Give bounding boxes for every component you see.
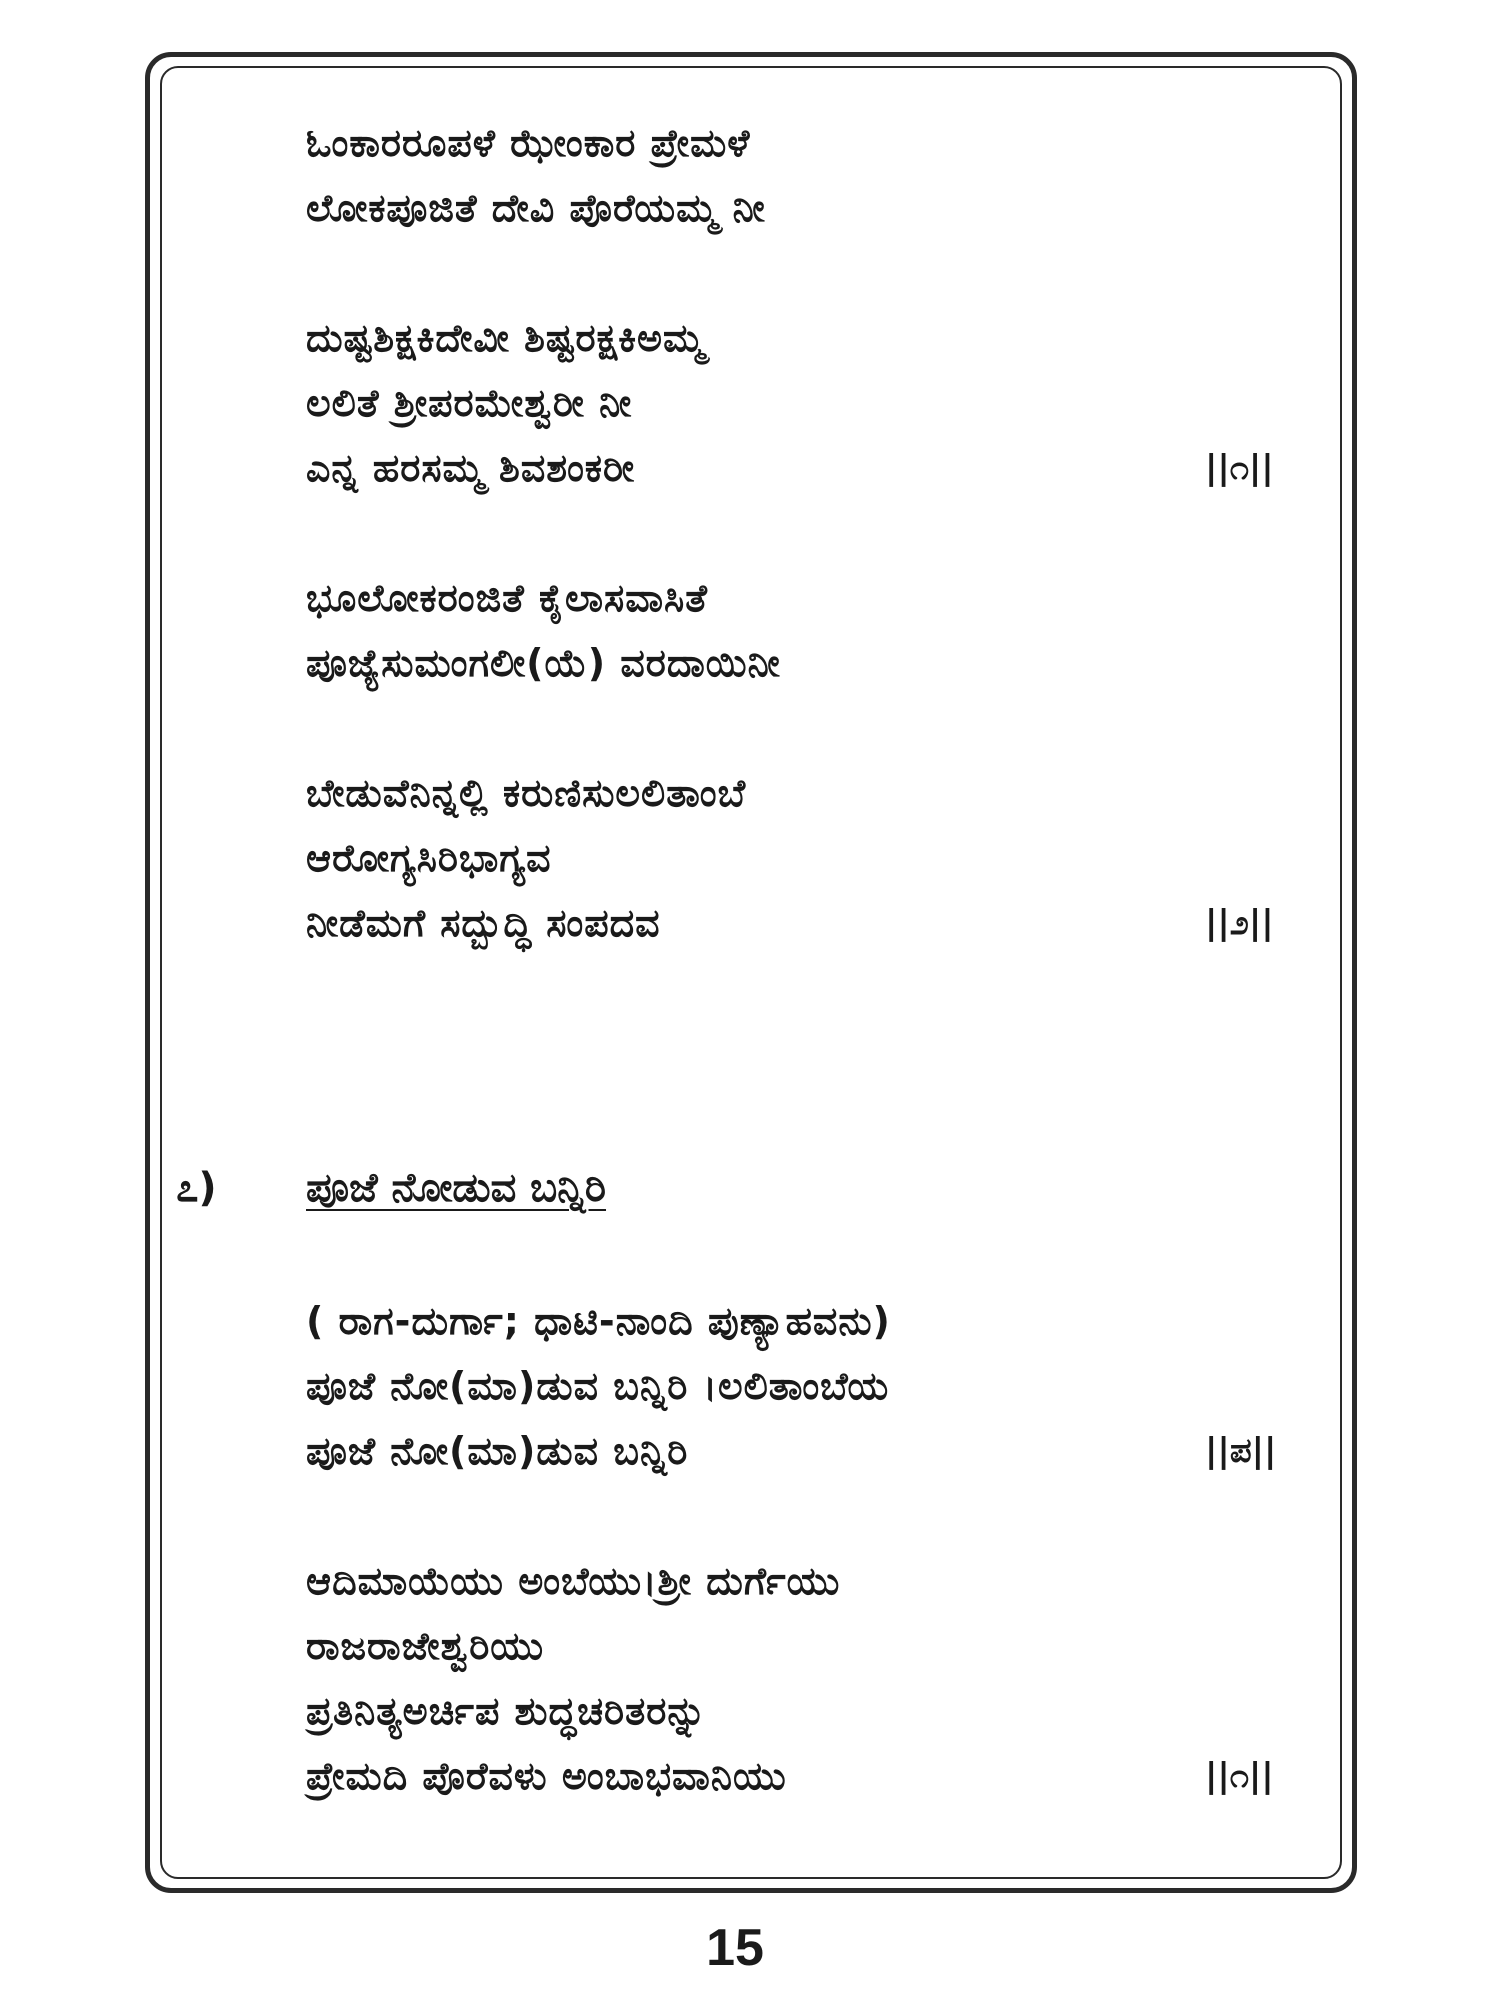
verse-line: ಪೂಜೆ ನೋ(ಮಾ)ಡುವ ಬನ್ನಿರಿ [306, 1429, 689, 1473]
verse-number-marker: ||೧|| [1205, 448, 1274, 488]
page-number: 15 [706, 1919, 764, 1977]
verse-line: ಪ್ರೇಮದಿ ಪೊರೆವಳು ಅಂಬಾಭವಾನಿಯು [306, 1754, 787, 1798]
verse-line: ಪ್ರತಿನಿತ್ಯಅರ್ಚಿಪ ಶುದ್ಧಚರಿತರನ್ನು [306, 1689, 707, 1733]
verse-number-marker: ||ಪ|| [1205, 1431, 1277, 1471]
verse-line: ಪೂಜ್ಯೆಸುಮಂಗಲೀ(ಯೆ) ವರದಾಯಿನೀ [306, 641, 781, 685]
verse-line: ಲೋಕಪೂಜಿತೆ ದೇವಿ ಪೊರೆಯಮ್ಮ ನೀ [306, 186, 766, 230]
raga-note: ( ರಾಗ-ದುರ್ಗಾ; ಧಾಟಿ-ನಾಂದಿ ಪುಣ್ಯಾಹವನು) [306, 1299, 891, 1343]
verse-line: ದುಷ್ಟಶಿಕ್ಷಕಿದೇವೀ ಶಿಷ್ಟರಕ್ಷಕಿಅಮ್ಮ [306, 316, 706, 360]
verse-line: ನೀಡೆಮಗೆ ಸದ್ಬುದ್ಧಿ ಸಂಪದವ [306, 901, 661, 945]
verse-number-marker: ||೨|| [1205, 903, 1274, 943]
verse-line: ಪೂಜೆ ನೋ(ಮಾ)ಡುವ ಬನ್ನಿರಿ ।ಲಲಿತಾಂಬೆಯ [306, 1364, 890, 1408]
section-number: ೭) [176, 1165, 217, 1211]
verse-line: ಲಲಿತೆ ಶ್ರೀಪರಮೇಶ್ವರೀ ನೀ [306, 381, 633, 425]
verse-number-marker: ||೧|| [1205, 1756, 1274, 1796]
section-title: ಪೂಜೆ ನೋಡುವ ಬನ್ನಿರಿ [306, 1165, 607, 1211]
verse-line: ಓಂಕಾರರೂಪಳೆ ಝೇಂಕಾರ ಪ್ರೇಮಳೆ [306, 121, 751, 165]
verse-line: ಎನ್ನ ಹರಸಮ್ಮ ಶಿವಶಂಕರೀ [306, 446, 636, 490]
verse-line: ಬೇಡುವೆನಿನ್ನಲ್ಲಿ ಕರುಣಿಸುಲಲಿತಾಂಬೆ [306, 771, 747, 815]
verse-line: ಆರೋಗ್ಯಸಿರಿಭಾಗ್ಯವ [306, 836, 552, 880]
verse-line: ರಾಜರಾಜೇಶ್ವರಿಯು [306, 1624, 545, 1668]
verse-line: ಆದಿಮಾಯೆಯು ಅಂಬೆಯು।ಶ್ರೀ ದುರ್ಗೆಯು [306, 1559, 841, 1603]
verse-line: ಭೂಲೋಕರಂಜಿತೆ ಕೈಲಾಸವಾಸಿತೆ [306, 576, 708, 620]
